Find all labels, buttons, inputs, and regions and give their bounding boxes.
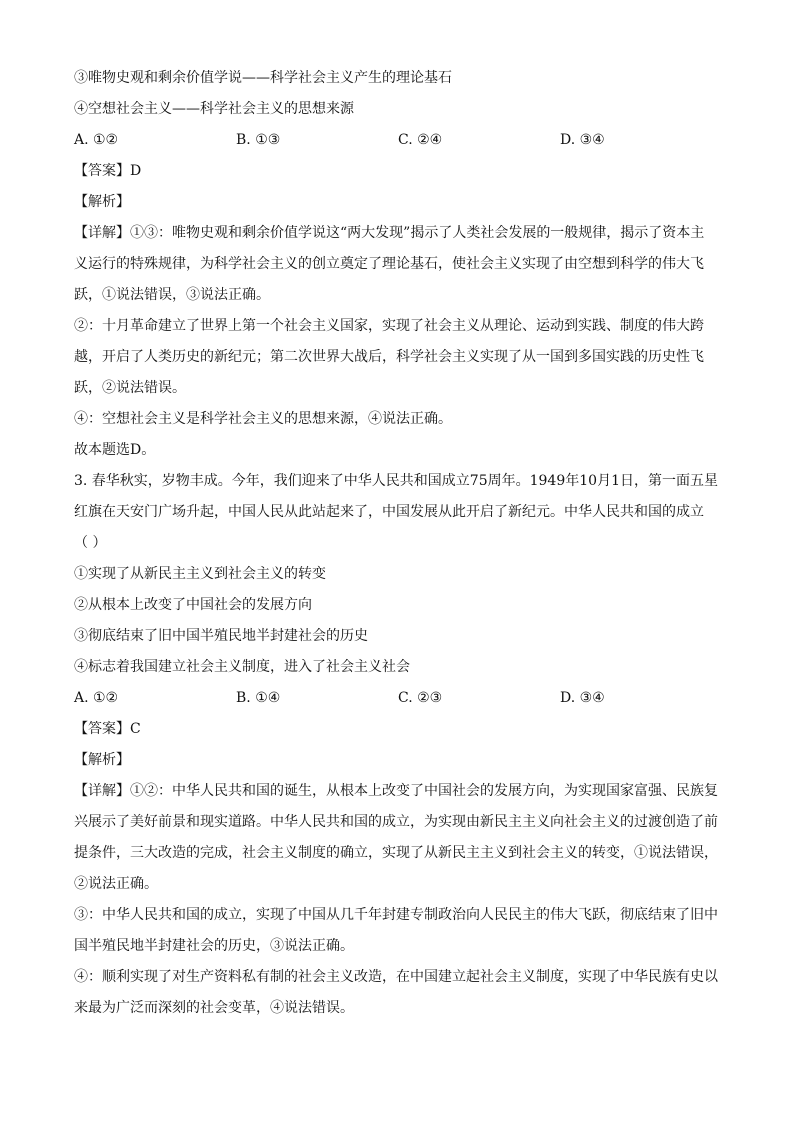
detail-line: ②说法正确。	[74, 876, 158, 892]
explanation-line: ②：十月革命建立了世界上第一个社会主义国家，实现了社会主义从理论、运动到实践、制度的伟大跨	[74, 318, 704, 334]
detail-line: 义运行的特殊规律，为科学社会主义的创立奠定了理论基石，使社会主义实现了由空想到科学的伟大飞	[74, 256, 704, 272]
explanation-paragraph-4: ④：空想社会主义是科学社会主义的思想来源，④说法正确。	[74, 411, 452, 427]
statement-3: ③彻底结束了旧中国半殖民地半封建社会的历史	[74, 628, 368, 644]
explanation-line: ③：中华人民共和国的成立，实现了中国从几千年封建专制政治向人民民主的伟大飞跃，彻底结束了旧中	[74, 907, 718, 923]
detail-line: 【详解】①②：中华人民共和国的诞生，从根本上改变了中国社会的发展方向，为实现国家富强、民族复	[74, 783, 718, 799]
option-a: A. ①②	[74, 690, 119, 706]
analysis-label: 【解析】	[74, 194, 130, 210]
option-b: B. ①④	[236, 690, 281, 706]
explanation-paragraph-4	[74, 962, 724, 1024]
explanation-paragraph-3	[74, 900, 724, 962]
answer-bracket: （ ）	[74, 535, 107, 551]
stem-line: 3. 春华秋实，岁物丰成。今年，我们迎来了中华人民共和国成立75周年。1949年10月1日，第一面五星	[74, 473, 718, 489]
detail-line: 提条件，三大改造的完成，社会主义制度的确立，实现了从新民主主义到社会主义的转变，①说法错误，	[74, 845, 718, 861]
detail-paragraph	[74, 776, 724, 900]
explanation-paragraph-2	[74, 311, 724, 404]
detail-paragraph	[74, 218, 724, 311]
answer-options	[74, 125, 724, 156]
document-page	[74, 63, 724, 1024]
option-c: C. ②④	[398, 132, 443, 148]
statement-4: ④标志着我国建立社会主义制度，进入了社会主义社会	[74, 659, 410, 675]
detail-line: 跃，①说法错误，③说法正确。	[74, 287, 270, 303]
detail-line: 兴展示了美好前景和现实道路。中华人民共和国的成立，为实现由新民主主义向社会主义的过渡创造了前	[74, 814, 718, 830]
answer-label: 【答案】C	[74, 721, 141, 737]
explanation-line: 国半殖民地半封建社会的历史，③说法正确。	[74, 938, 354, 954]
option-b: B. ①③	[236, 132, 281, 148]
statement-2: ②从根本上改变了中国社会的发展方向	[74, 597, 312, 613]
analysis-label: 【解析】	[74, 752, 130, 768]
option-statement-3: ③唯物史观和剩余价值学说——科学社会主义产生的理论基石	[74, 70, 452, 86]
statement-1: ①实现了从新民主主义到社会主义的转变	[74, 566, 326, 582]
option-d: D. ③④	[560, 690, 605, 706]
answer-options	[74, 683, 724, 714]
stem-line: 红旗在天安门广场升起，中国人民从此站起来了，中国发展从此开启了新纪元。中华人民共和国的成立	[74, 504, 704, 520]
detail-line: 【详解】①③：唯物史观和剩余价值学说这“两大发现”揭示了人类社会发展的一般规律，揭示了资本主	[74, 225, 705, 241]
explanation-line: ④：顺利实现了对生产资料私有制的社会主义改造，在中国建立起社会主义制度，实现了中华民族有史以	[74, 969, 718, 985]
answer-label: 【答案】D	[74, 163, 142, 179]
explanation-line: 越，开启了人类历史的新纪元；第二次世界大战后，科学社会主义实现了从一国到多国实践的历史性飞	[74, 349, 704, 365]
option-statement-4: ④空想社会主义——科学社会主义的思想来源	[74, 101, 354, 117]
explanation-line: 跃，②说法错误。	[74, 380, 186, 396]
option-a: A. ①②	[74, 132, 119, 148]
option-c: C. ②③	[398, 690, 443, 706]
option-d: D. ③④	[560, 132, 605, 148]
explanation-line: 来最为广泛而深刻的社会变革，④说法错误。	[74, 1000, 354, 1016]
conclusion: 故本题选D。	[74, 442, 156, 458]
question-3-stem	[74, 466, 724, 559]
